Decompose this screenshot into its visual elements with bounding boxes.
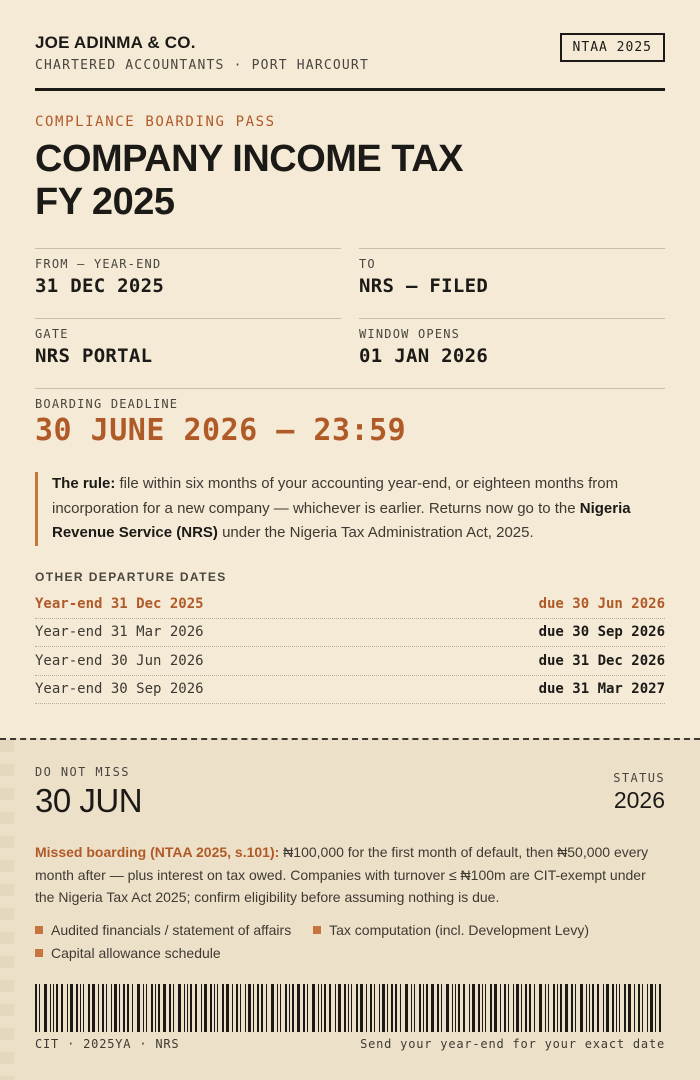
rule-text-2: under the Nigeria Tax Administration Act, 2025. [217, 524, 534, 541]
bullet-square-icon [313, 926, 321, 934]
other-dates-list [35, 590, 665, 704]
year-end: Year-end 30 Jun 2026 [35, 652, 204, 669]
list-item [35, 647, 665, 676]
status-label: STATUS [613, 771, 665, 785]
year-end: Year-end 30 Sep 2026 [35, 681, 204, 698]
from-value: 31 DEC 2025 [35, 275, 165, 297]
filing-rule [35, 472, 665, 546]
rule-strong: Nigeria Revenue Service (NRS) [52, 499, 631, 541]
page-title [35, 138, 595, 224]
checklist [35, 922, 665, 968]
missed-text: ₦100,000 for the first month of default, then ₦50,000 every month after — plus interest on tax owed. Companies with turnover ≤ ₦100m are CIT-exempt under the Nigeria Tax Act 2025; confirm eligibility before assuming nothing is due. [35, 844, 649, 905]
due-date: due 31 Mar 2027 [538, 681, 665, 698]
pass-kicker: COMPLIANCE BOARDING PASS [35, 114, 276, 130]
title-line-2: FY 2025 [35, 181, 175, 223]
list-item [35, 619, 665, 648]
title-line-1: COMPANY INCOME TAX [35, 138, 464, 180]
gate-field [35, 318, 341, 367]
window-label: WINDOW OPENS [359, 327, 461, 341]
stub-footer [35, 1037, 665, 1051]
from-field [35, 248, 341, 297]
rule-lead: The rule: [52, 475, 116, 492]
other-dates-heading: OTHER DEPARTURE DATES [35, 570, 227, 584]
due-date: due 30 Jun 2026 [538, 595, 665, 612]
checklist-item: Audited financials / statement of affairs [35, 922, 291, 939]
to-value: NRS — FILED [359, 275, 489, 297]
window-value: 01 JAN 2026 [359, 345, 489, 367]
window-field [359, 318, 665, 367]
ntaa-badge: NTAA 2025 [560, 33, 665, 62]
from-label: FROM — YEAR-END [35, 257, 162, 271]
status [613, 771, 665, 814]
do-not-miss-label: DO NOT MISS [35, 765, 130, 779]
header [35, 33, 665, 91]
due-date: due 30 Sep 2026 [538, 624, 665, 641]
gate-label: GATE [35, 327, 69, 341]
do-not-miss-value: 30 JUN [35, 782, 143, 819]
gate-value: NRS PORTAL [35, 345, 153, 367]
deadline-value: 30 JUNE 2026 — 23:59 [35, 413, 407, 448]
list-item [35, 676, 665, 705]
year-end: Year-end 31 Mar 2026 [35, 624, 204, 641]
deadline-label: BOARDING DEADLINE [35, 397, 179, 411]
list-item [35, 590, 665, 619]
missed-boarding-note [35, 841, 665, 909]
to-field [359, 248, 665, 297]
barcode-icon [35, 984, 665, 1032]
deadline-field [35, 388, 665, 448]
checklist-item: Capital allowance schedule [35, 945, 221, 962]
checklist-item: Tax computation (incl. Development Levy) [313, 922, 589, 939]
ticket-stub [0, 738, 700, 1080]
missed-lead: Missed boarding (NTAA 2025, s.101): [35, 844, 280, 860]
due-date: due 31 Dec 2026 [538, 652, 665, 669]
year-end: Year-end 31 Dec 2025 [35, 595, 204, 612]
status-value: 2026 [613, 787, 665, 813]
bullet-square-icon [35, 926, 43, 934]
rule-text-1: file within six months of your accounting year-end, or eighteen months from incorporation for a new company — whichever is earlier. Returns now go to the [52, 475, 619, 517]
footer-note: Send your year-end for your exact date [360, 1037, 665, 1051]
stub-notch [0, 740, 14, 1080]
bullet-square-icon [35, 949, 43, 957]
firm-subtitle: CHARTERED ACCOUNTANTS · PORT HARCOURT [35, 58, 369, 73]
to-label: TO [359, 257, 376, 271]
firm-name: JOE ADINMA & CO. [35, 33, 196, 52]
footer-code: CIT · 2025YA · NRS [35, 1037, 180, 1051]
